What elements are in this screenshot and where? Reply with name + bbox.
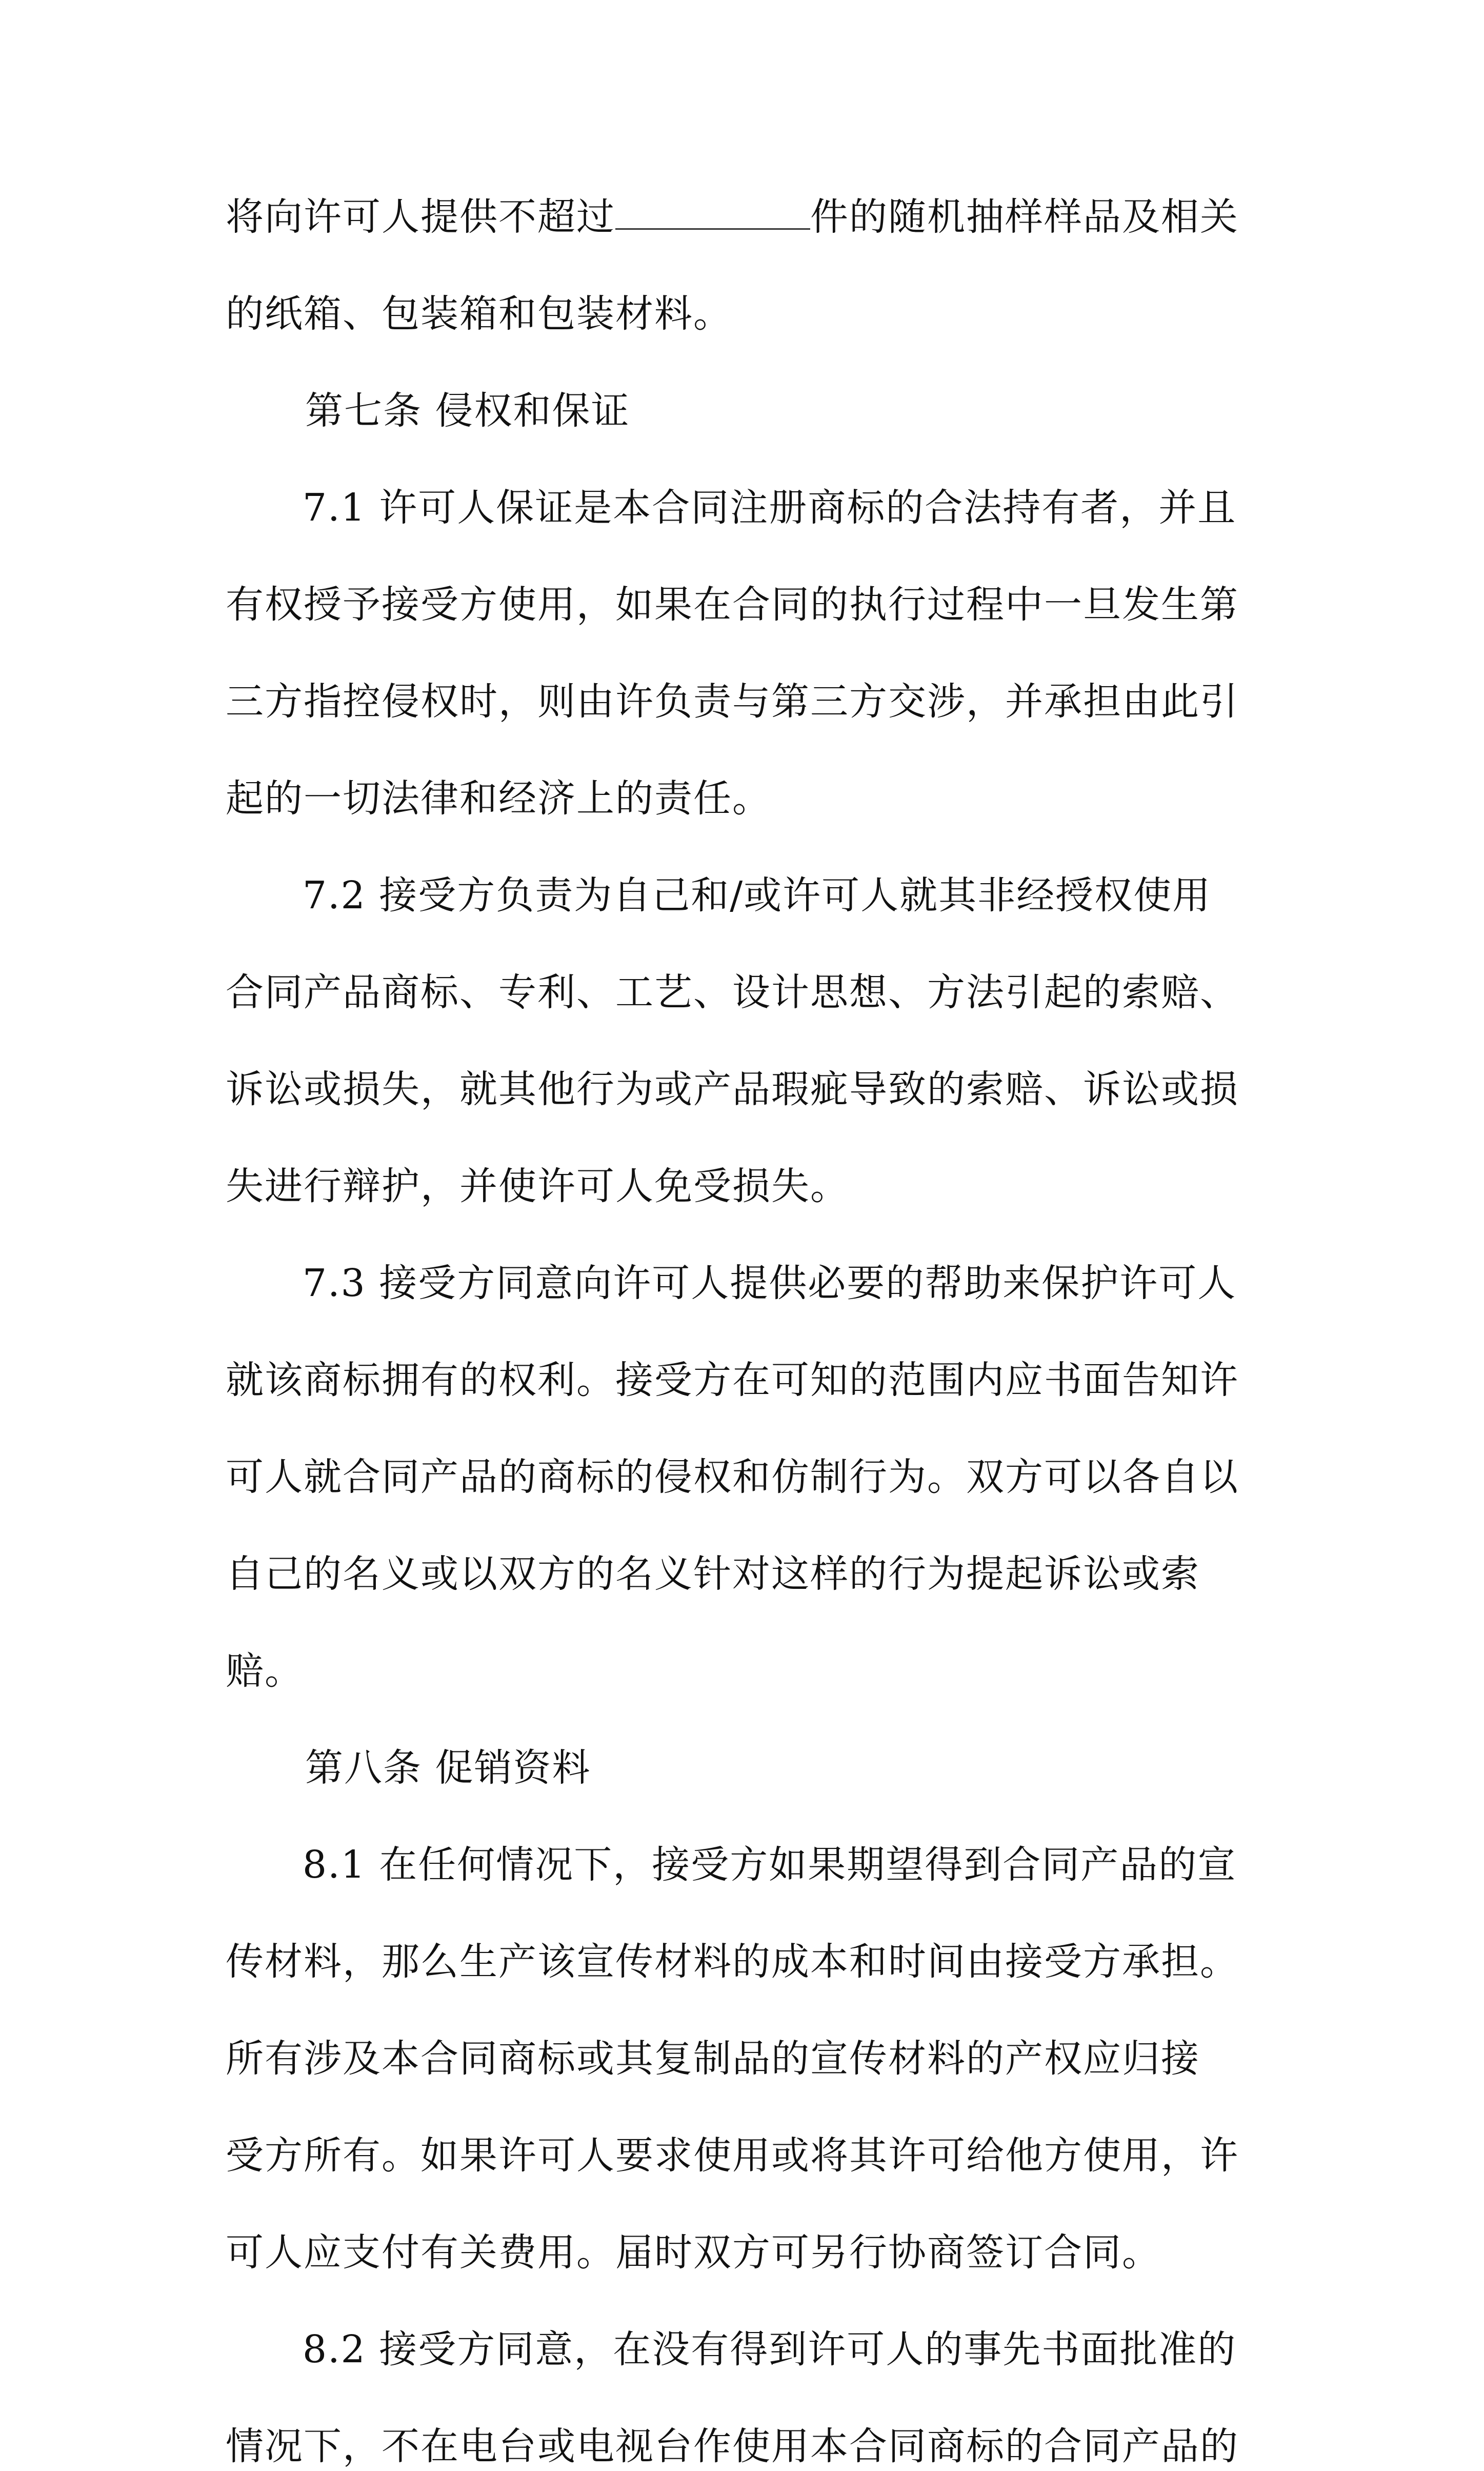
document-page [226, 192, 1267, 2471]
section-heading-7: 第七条 侵权和保证 [305, 389, 630, 433]
text-line: 受方所有。如果许可人要求使用或将其许可给他方使用，许 [226, 2134, 1239, 2178]
text-line [226, 192, 1267, 242]
clause-7-2-line: 7.2 接受方负责为自己和/或许可人就其非经授权使用 [303, 873, 1212, 918]
text-line: 赔。 [226, 1649, 304, 1693]
line-suffix: 件的随机抽样样品及相关 [810, 195, 1239, 239]
clause-8-1-line: 8.1 在任何情况下，接受方如果期望得到合同产品的宣 [303, 1843, 1237, 1887]
text-line: 所有涉及本合同商标或其复制品的宣传材料的产权应归接 [226, 2037, 1200, 2081]
text-line: 可人就合同产品的商标的侵权和仿制行为。双方可以各自以 [226, 1455, 1239, 1499]
line-prefix: 将向许可人提供不超过 [226, 195, 615, 239]
text-line: 诉讼或损失，就其他行为或产品瑕疵导致的索赔、诉讼或损 [226, 1067, 1239, 1111]
text-line: 传材料，那么生产该宣传材料的成本和时间由接受方承担。 [226, 1940, 1239, 1984]
text-line: 有权授予接受方使用，如果在合同的执行过程中一旦发生第 [226, 583, 1239, 627]
text-line: 起的一切法律和经济上的责任。 [226, 776, 771, 821]
clause-8-2-line: 8.2 接受方同意，在没有得到许可人的事先书面批准的 [303, 2327, 1237, 2372]
clause-7-1-line: 7.1 许可人保证是本合同注册商标的合法持有者，并且 [303, 486, 1237, 530]
text-line: 情况下，不在电台或电视台作使用本合同商标的合同产品的 [226, 2424, 1239, 2468]
clause-7-3-line: 7.3 接受方同意向许可人提供必要的帮助来保护许可人 [303, 1261, 1237, 1305]
text-line: 可人应支付有关费用。届时双方可另行协商签订合同。 [226, 2230, 1161, 2275]
text-line: 合同产品商标、专利、工艺、设计思想、方法引起的索赔、 [226, 970, 1239, 1014]
blank-field [615, 195, 810, 230]
text-line: 失进行辩护，并使许可人免受损失。 [226, 1164, 849, 1208]
text-line: 三方指控侵权时，则由许负责与第三方交涉，并承担由此引 [226, 680, 1239, 724]
text-line: 就该商标拥有的权利。接受方在可知的范围内应书面告知许 [226, 1358, 1239, 1402]
text-line: 的纸箱、包装箱和包装材料。 [226, 292, 732, 336]
text-line: 自己的名义或以双方的名义针对这样的行为提起诉讼或索 [226, 1552, 1200, 1596]
section-heading-8: 第八条 促销资料 [305, 1746, 591, 1790]
